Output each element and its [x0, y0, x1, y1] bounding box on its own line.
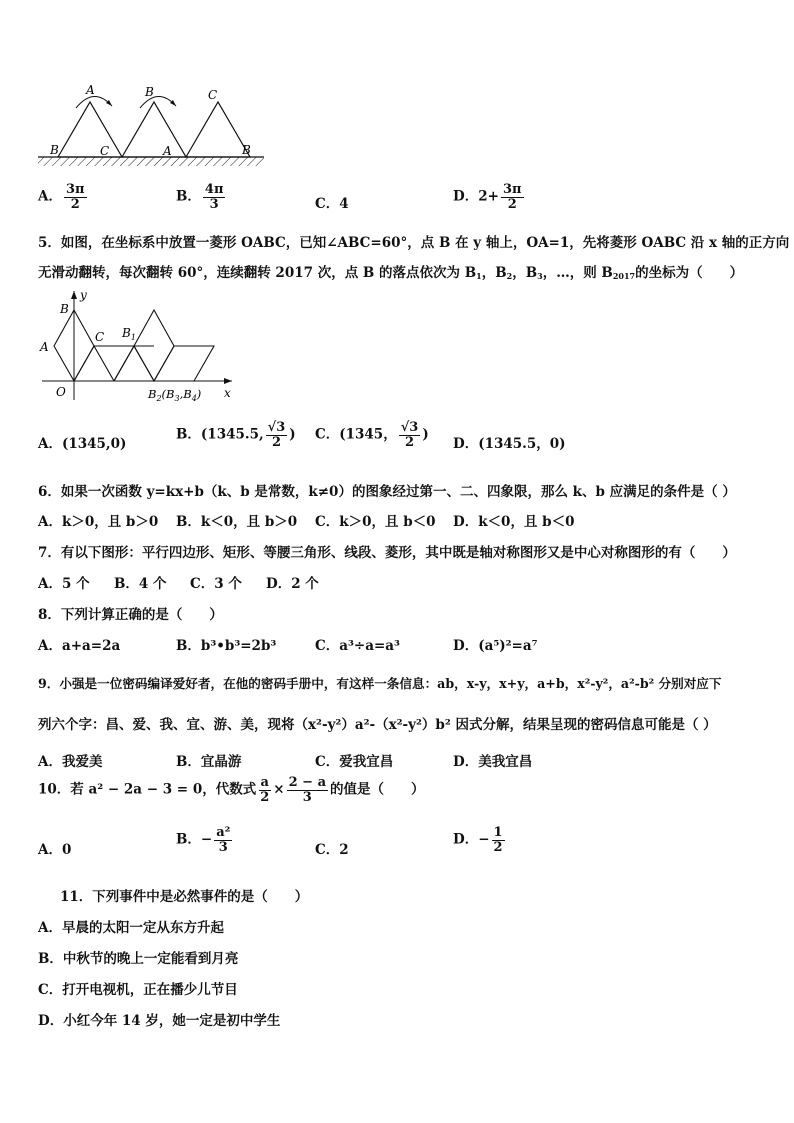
fraction: $\frac{2 - a}{3}$	[288, 775, 326, 805]
q8-stem: 8．下列计算正确的是（ ）	[38, 607, 223, 623]
fraction: $\frac{3\pi}{2}$	[502, 182, 522, 212]
q9-option-b[interactable]: B．宜晶游	[176, 754, 242, 770]
triangle-1	[58, 102, 122, 157]
q5-stem-line2: 无滑动翻转，每次翻转 60°，连续翻转 2017 次，点 B 的落点依次为 $B_1$，$B_2$，$B_3$，…，则 $B_{2017}$的坐标为（ ）	[38, 265, 744, 281]
q6-option-c[interactable]: C．k＞0，且 b＜0	[315, 514, 436, 530]
q7-option-d[interactable]: D．2 个	[266, 576, 319, 592]
q7-stem: 7．有以下图形：平行四边形、矩形、等腰三角形、线段、菱形，其中既是轴对称图形又是中心对称图形的有（ ）	[38, 545, 736, 561]
point-label-a: A	[40, 340, 49, 354]
point-label-b: B	[60, 302, 69, 316]
q6-option-a[interactable]: A．k＞0，且 b＞0	[38, 514, 159, 530]
axis-label-x: x	[224, 386, 231, 400]
q5-option-c[interactable]: C．(1345， $\frac{√3}{2}$ )	[315, 420, 429, 450]
triangle-3	[186, 102, 250, 157]
rhombus-roll-figure	[36, 288, 241, 406]
q9-option-c[interactable]: C．爱我宜昌	[315, 754, 394, 770]
q7-option-c[interactable]: C．3 个	[190, 576, 242, 592]
point-label-c: C	[95, 330, 105, 344]
q11-option-b[interactable]: B．中秋节的晚上一定能看到月亮	[38, 951, 239, 967]
point-label-b2-b3-b4: $B_2(B_3,B_4)$	[148, 387, 202, 403]
fraction: $\frac{√3}{2}$	[267, 420, 286, 450]
q4-option-a[interactable]: A． $\frac{3\pi}{2}$	[38, 182, 85, 212]
q7-option-a[interactable]: A．5 个	[38, 576, 90, 592]
q6-stem: 6．如果一次函数 y=kx+b（k、b 是常数，k≠0）的图象经过第一、二、四象限，那么 k、b 应满足的条件是（ ）	[38, 484, 736, 500]
triangle-2	[122, 102, 186, 157]
q11-option-a[interactable]: A．早晨的太阳一定从东方升起	[38, 920, 224, 936]
fraction: $\frac{√3}{2}$	[400, 420, 419, 450]
q11-stem: 11．下列事件中是必然事件的是（ ）	[60, 889, 309, 905]
fraction: $\frac{1}{2}$	[493, 825, 503, 855]
q10-option-c[interactable]: C．2	[315, 842, 349, 858]
rolled-shape-1	[74, 346, 114, 381]
q11-option-c[interactable]: C．打开电视机，正在播少儿节目	[38, 982, 238, 998]
q10-option-b[interactable]: B．− $\frac{\text{a²}}{3}$	[176, 825, 231, 855]
x-axis-arrow	[224, 378, 232, 384]
fig1-label: C	[100, 144, 110, 158]
q7-option-b[interactable]: B．4 个	[114, 576, 167, 592]
fraction: $\frac{\text{a²}}{3}$	[216, 825, 231, 855]
q4-option-c[interactable]: C．4	[315, 196, 349, 212]
q9-stem-line1: 9．小强是一位密码编译爱好者，在他的密码手册中，有这样一条信息：ab，x-y，x+y，a+b，x²-y²，a²-b² 分别对应下	[38, 676, 722, 691]
q9-option-a[interactable]: A．我爱美	[38, 754, 103, 770]
q10-stem: 10．若 a² − 2a − 3 = 0，代数式 $\frac{a}{2}$ × $\frac{2 - a}{3}$ 的值是（ ）	[38, 775, 425, 805]
q5-option-b[interactable]: B．(1345.5, $\frac{√3}{2}$ )	[176, 420, 296, 450]
q10-option-a[interactable]: A．0	[38, 842, 72, 858]
q5-option-a[interactable]: A．(1345,0)	[38, 436, 127, 452]
q6-option-b[interactable]: B．k＜0，且 b＞0	[176, 514, 298, 530]
rolled-shape-5	[154, 346, 214, 381]
q5-stem-line1: 5．如图，在坐标系中放置一菱形 OABC，已知∠ABC=60°，点 B 在 y 轴上，OA=1，先将菱形 OABC 沿 x 轴的正方向	[38, 235, 790, 251]
fig1-label: C	[208, 88, 218, 102]
q9-stem-line2: 列六个字：昌、爱、我、宜、游、美，现将（x²-y²）a²-（x²-y²）b² 因式分解，结果呈现的密码信息可能是（ ）	[38, 717, 717, 733]
q5-option-d[interactable]: D．(1345.5，0)	[453, 436, 566, 452]
ground-hatch	[38, 157, 264, 166]
q9-option-d[interactable]: D．美我宜昌	[453, 754, 533, 770]
fig1-label: B	[242, 143, 251, 157]
point-label-b1: $B_1$	[122, 326, 136, 342]
q4-option-b[interactable]: B． $\frac{4\pi}{3}$	[176, 182, 224, 212]
fig1-label: A	[86, 83, 95, 97]
axis-label-y: y	[80, 288, 87, 302]
fig1-label: B	[50, 143, 59, 157]
fig1-label: B	[145, 85, 154, 99]
fig1-label: A	[163, 144, 172, 158]
point-label-o: O	[56, 385, 66, 399]
q8-option-c[interactable]: C．a³÷a=a³	[315, 638, 400, 654]
q11-option-d[interactable]: D．小红今年 14 岁，她一定是初中学生	[38, 1013, 281, 1029]
rolled-shape-3	[114, 346, 154, 381]
fraction: $\frac{4\pi}{3}$	[204, 182, 224, 212]
q4-option-d[interactable]: D．2+ $\frac{3\pi}{2}$	[453, 182, 522, 212]
q8-option-a[interactable]: A．a+a=2a	[38, 638, 121, 654]
q8-option-d[interactable]: D．(a⁵)²=a⁷	[453, 638, 538, 654]
arc-arrow-1	[76, 96, 112, 108]
y-axis-arrow	[71, 291, 77, 299]
q6-option-d[interactable]: D．k＜0，且 b＜0	[453, 514, 575, 530]
fraction: $\frac{a}{2}$	[260, 775, 270, 805]
fraction: $\frac{3\pi}{2}$	[65, 182, 85, 212]
q8-option-b[interactable]: B．b³•b³=2b³	[176, 638, 277, 654]
triangle-roll-figure	[36, 80, 268, 172]
q10-option-d[interactable]: D．− $\frac{1}{2}$	[453, 825, 503, 855]
